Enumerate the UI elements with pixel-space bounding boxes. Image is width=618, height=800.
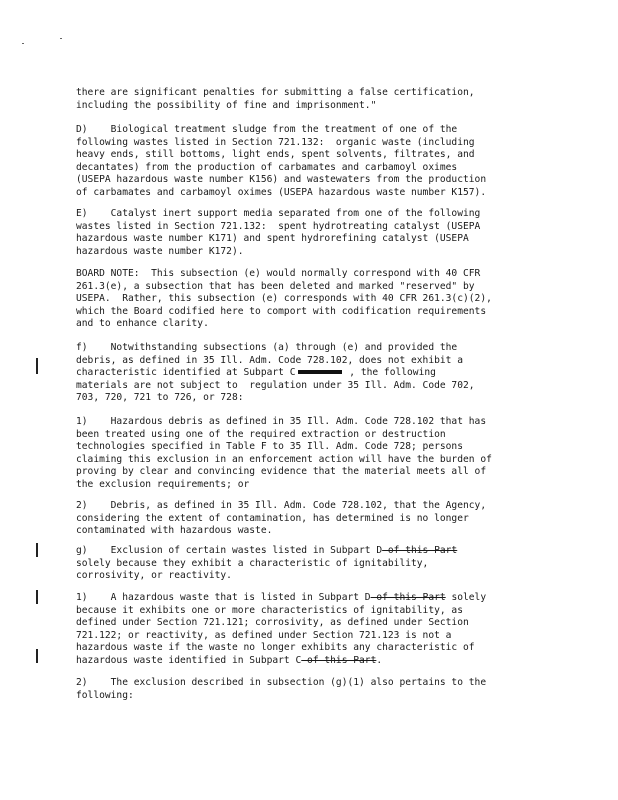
text-line: there are significant penalties for submitting a false certification, (76, 87, 475, 98)
change-bar (36, 543, 38, 557)
text-line: hazardous waste number K171) and spent hydrorefining catalyst (USEPA (76, 233, 469, 245)
scan-speck (22, 43, 24, 44)
text-line: 261.3(e), a subsection that has been deleted and marked "reserved" by (76, 280, 475, 292)
text-line: the exclusion requirements; or (76, 478, 250, 490)
text-line: technologies specified in Table F to 35 Ill. Adm. Code 728; persons (76, 441, 463, 453)
text-line: which the Board codified here to comport with codification requirements (76, 305, 487, 317)
text-line: , the following (343, 367, 436, 379)
text-line: 1) Hazardous debris as defined in 35 Ill. Adm. Code 728.102 that has (76, 416, 487, 427)
text-line: 721.122; or reactivity, as defined under Section 721.123 is not a (76, 629, 452, 641)
paragraph-f-debris (76, 342, 546, 405)
text-line: contaminated with hazardous waste. (76, 525, 273, 537)
text-line: . (376, 654, 383, 666)
text-line: considering the extent of contamination, has determined is no longer (76, 512, 469, 524)
text-line: and to enhance clarity. (76, 318, 209, 330)
text-line: BOARD NOTE: This subsection (e) would normally correspond with 40 CFR (76, 268, 481, 279)
deleted-text: of this Part (382, 545, 458, 556)
text-line: materials are not subject to regulation under 35 Ill. Adm. Code 702, (76, 379, 475, 391)
text-line: characteristic identified at Subpart C (76, 367, 296, 379)
text-line: g) Exclusion of certain wastes listed in Subpart D (76, 545, 383, 556)
paragraph-board-note (76, 268, 546, 331)
text-line: solely (445, 592, 487, 603)
text-line: debris, as defined in 35 Ill. Adm. Code 728.102, does not exhibit a (76, 354, 463, 366)
deleted-text: of this Part (301, 654, 377, 666)
text-line: defined under Section 721.121; corrosivity, as defined under Section (76, 617, 469, 629)
scan-speck (60, 38, 62, 39)
text-line: following: (76, 689, 134, 701)
text-line: heavy ends, still bottoms, light ends, spent solvents, filtrates, and (76, 149, 475, 161)
text-line: f) Notwithstanding subsections (a) through (e) and provided the (76, 342, 458, 353)
text-line: because it exhibits one or more characteristics of ignitability, as (76, 604, 463, 616)
paragraph-g-exclusion (76, 545, 546, 583)
paragraph-f1-hazardous-debris (76, 416, 546, 492)
text-line: decantates) from the production of carbamates and carbamoyl oximes (76, 161, 458, 173)
text-line: USEPA. Rather, this subsection (e) corresponds with 40 CFR 261.3(c)(2), (76, 293, 492, 305)
paragraph-d-biological-sludge (76, 124, 546, 200)
text-line: been treated using one of the required extraction or destruction (76, 428, 446, 440)
paragraph-g2-exclusion (76, 677, 546, 702)
text-line: solely because they exhibit a characteristic of ignitability, (76, 557, 429, 569)
text-line: E) Catalyst inert support media separated from one of the following (76, 208, 481, 219)
text-line: hazardous waste if the waste no longer exhibits any characteristic of (76, 642, 475, 654)
paragraph-e-catalyst-media (76, 208, 546, 258)
text-line: 703, 720, 721 to 726, or 728: (76, 392, 244, 404)
text-line: following wastes listed in Section 721.132: organic waste (including (76, 136, 475, 148)
text-line: claiming this exclusion in an enforcement action will have the burden of (76, 453, 492, 465)
paragraph-f2-debris (76, 500, 546, 538)
deleted-text: of this Part (370, 592, 446, 603)
text-line: 2) Debris, as defined in 35 Ill. Adm. Code 728.102, that the Agency, (76, 500, 487, 511)
change-bar (36, 358, 38, 374)
text-line: hazardous waste number K172). (76, 245, 244, 257)
text-line: 2) The exclusion described in subsection (g)(1) also pertains to the (76, 677, 487, 688)
text-line: D) Biological treatment sludge from the treatment of one of the (76, 124, 458, 135)
change-bar (36, 649, 38, 663)
text-line: including the possibility of fine and imprisonment." (76, 99, 377, 111)
paragraph-g1-listed-waste (76, 592, 546, 668)
text-line: 1) A hazardous waste that is listed in Subpart D (76, 592, 371, 603)
text-line: of carbamates and carbamoyl oximes (USEPA hazardous waste number K157). (76, 186, 487, 198)
paragraph-certification (76, 87, 546, 112)
text-line: wastes listed in Section 721.132: spent hydrotreating catalyst (USEPA (76, 220, 481, 232)
text-line: corrosivity, or reactivity. (76, 570, 232, 582)
change-bar (36, 590, 38, 604)
text-line: hazardous waste identified in Subpart C (76, 654, 302, 666)
redaction-mark (298, 370, 342, 374)
text-line: (USEPA hazardous waste number K156) and wastewaters from the production (76, 174, 487, 186)
text-line: proving by clear and convincing evidence that the material meets all of (76, 466, 487, 478)
